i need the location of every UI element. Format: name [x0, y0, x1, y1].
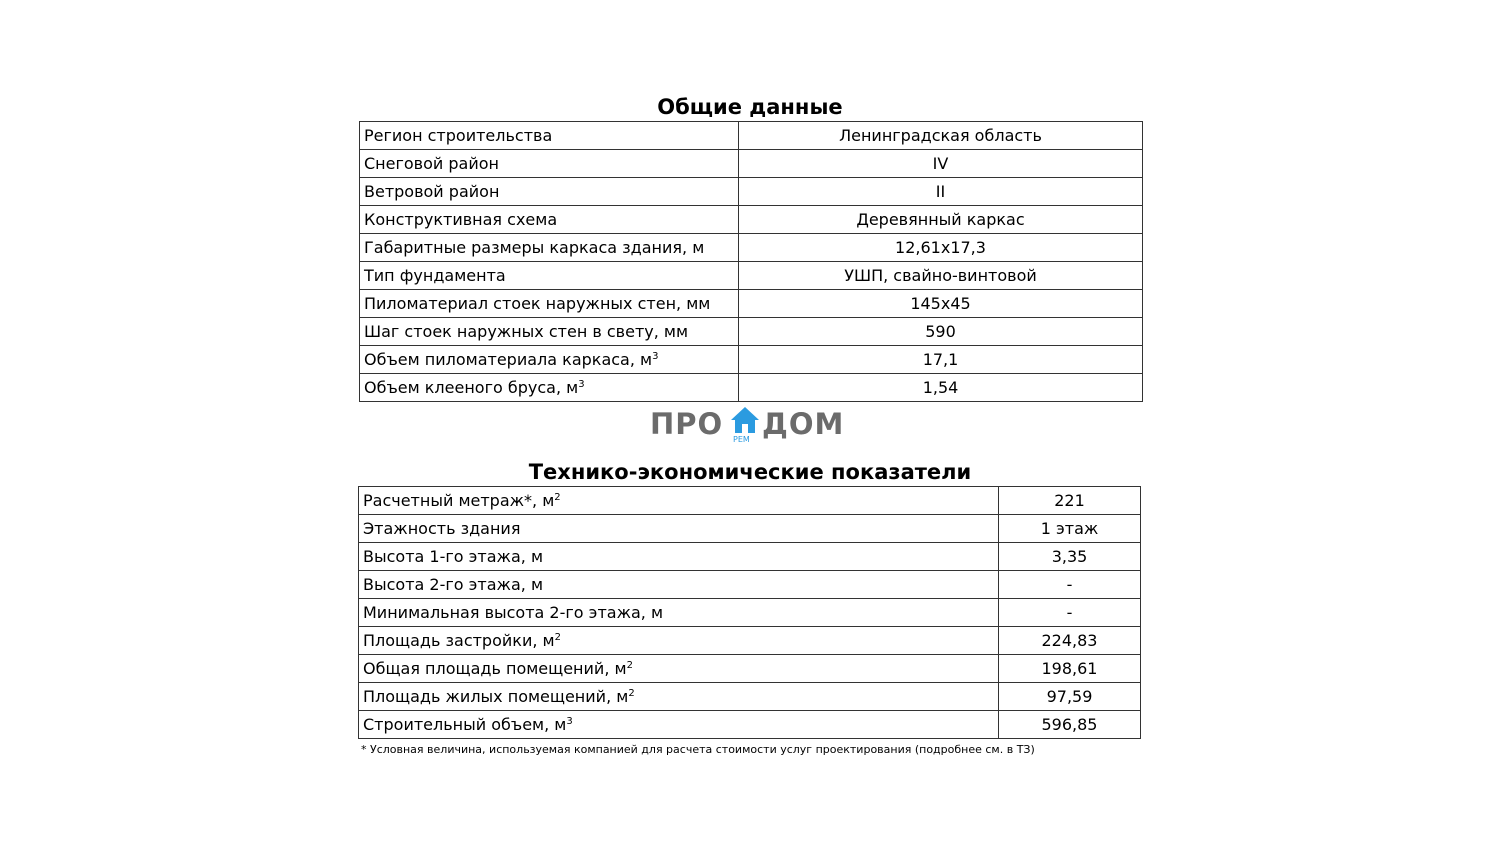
- tech-label-cell: [359, 487, 999, 515]
- general-value: II: [739, 178, 1143, 206]
- tech-label: Высота 2-го этажа, м: [363, 575, 544, 594]
- general-label: Снеговой район: [364, 154, 499, 173]
- tech-row: [359, 627, 1141, 655]
- general-label-cell: [360, 206, 739, 234]
- general-label: Объем пиломатериала каркаса, м: [364, 350, 653, 369]
- tech-label-cell: [359, 627, 999, 655]
- tech-label-cell: [359, 655, 999, 683]
- general-value: 590: [739, 318, 1143, 346]
- tech-value: 596,85: [999, 711, 1141, 739]
- general-label-cell: [360, 346, 739, 374]
- tech-row: [359, 515, 1141, 543]
- general-label-cell: [360, 290, 739, 318]
- tech-label: Площадь жилых помещений, м: [363, 687, 629, 706]
- general-label-cell: [360, 122, 739, 150]
- footnote: * Условная величина, используемая компанией для расчета стоимости услуг проектирования (подробнее см. в ТЗ): [361, 743, 1035, 756]
- tech-row: [359, 543, 1141, 571]
- general-data-table: [359, 121, 1143, 402]
- general-value: 12,61х17,3: [739, 234, 1143, 262]
- general-row: [360, 374, 1143, 402]
- general-unit-exponent: 3: [652, 351, 659, 362]
- general-label: Тип фундамента: [364, 266, 506, 285]
- tech-label-cell: [359, 683, 999, 711]
- tech-label: Общая площадь помещений, м: [363, 659, 627, 678]
- general-row: [360, 122, 1143, 150]
- logo-subtext: РЕМ: [733, 435, 750, 444]
- general-row: [360, 290, 1143, 318]
- general-row: [360, 150, 1143, 178]
- tech-label: Этажность здания: [363, 519, 521, 538]
- general-row: [360, 234, 1143, 262]
- general-data-title: Общие данные: [657, 95, 843, 119]
- general-label: Габаритные размеры каркаса здания, м: [364, 238, 705, 257]
- tech-unit-exponent: 2: [554, 492, 561, 503]
- tech-value: 97,59: [999, 683, 1141, 711]
- general-label: Пиломатериал стоек наружных стен, мм: [364, 294, 711, 313]
- general-label: Конструктивная схема: [364, 210, 558, 229]
- tech-value: -: [999, 571, 1141, 599]
- general-label: Регион строительства: [364, 126, 553, 145]
- tech-label-cell: [359, 543, 999, 571]
- general-row: [360, 262, 1143, 290]
- tech-unit-exponent: 2: [626, 660, 633, 671]
- general-label-cell: [360, 234, 739, 262]
- tech-value: 221: [999, 487, 1141, 515]
- general-value: 1,54: [739, 374, 1143, 402]
- general-label: Ветровой район: [364, 182, 500, 201]
- tech-row: [359, 711, 1141, 739]
- tech-indicators-table: [358, 486, 1141, 739]
- tech-value: 1 этаж: [999, 515, 1141, 543]
- tech-label-cell: [359, 571, 999, 599]
- general-value: УШП, свайно-винтовой: [739, 262, 1143, 290]
- general-label-cell: [360, 262, 739, 290]
- general-value: Ленинградская область: [739, 122, 1143, 150]
- general-label-cell: [360, 374, 739, 402]
- general-label-cell: [360, 178, 739, 206]
- tech-label-cell: [359, 515, 999, 543]
- tech-row: [359, 683, 1141, 711]
- tech-label: Минимальная высота 2-го этажа, м: [363, 603, 664, 622]
- general-label: Объем клееного бруса, м: [364, 378, 579, 397]
- tech-value: 224,83: [999, 627, 1141, 655]
- tech-value: 198,61: [999, 655, 1141, 683]
- general-unit-exponent: 3: [578, 379, 585, 390]
- general-row: [360, 346, 1143, 374]
- general-value: 17,1: [739, 346, 1143, 374]
- general-row: [360, 318, 1143, 346]
- logo-word-right: ДОМ: [762, 407, 845, 441]
- tech-unit-exponent: 2: [554, 632, 561, 643]
- tech-label-cell: [359, 711, 999, 739]
- tech-row: [359, 599, 1141, 627]
- general-value: 145х45: [739, 290, 1143, 318]
- tech-unit-exponent: 2: [628, 688, 635, 699]
- general-label-cell: [360, 318, 739, 346]
- company-logo: [650, 405, 850, 445]
- tech-label: Строительный объем, м: [363, 715, 567, 734]
- general-value: IV: [739, 150, 1143, 178]
- tech-indicators-title: Технико-экономические показатели: [528, 460, 972, 484]
- tech-unit-exponent: 3: [566, 716, 573, 727]
- general-value: Деревянный каркас: [739, 206, 1143, 234]
- tech-value: 3,35: [999, 543, 1141, 571]
- general-row: [360, 206, 1143, 234]
- tech-row: [359, 487, 1141, 515]
- tech-label: Расчетный метраж*, м: [363, 491, 555, 510]
- general-label: Шаг стоек наружных стен в свету, мм: [364, 322, 689, 341]
- tech-label: Площадь застройки, м: [363, 631, 555, 650]
- general-row: [360, 178, 1143, 206]
- tech-label: Высота 1-го этажа, м: [363, 547, 544, 566]
- general-label-cell: [360, 150, 739, 178]
- tech-label-cell: [359, 599, 999, 627]
- tech-row: [359, 655, 1141, 683]
- logo-word-left: ПРО: [650, 407, 724, 441]
- tech-value: -: [999, 599, 1141, 627]
- tech-row: [359, 571, 1141, 599]
